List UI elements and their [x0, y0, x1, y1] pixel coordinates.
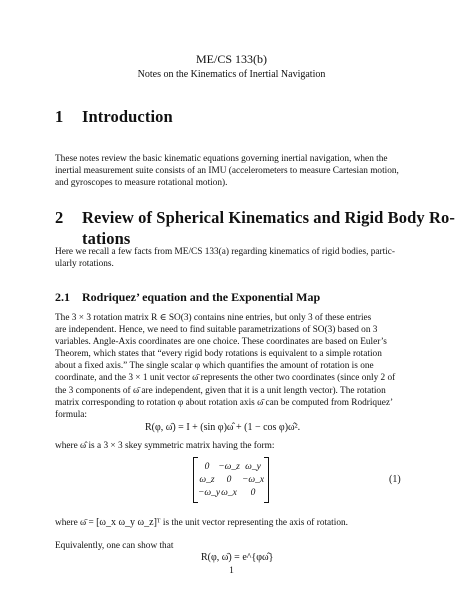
- paragraph-line: The 3 × 3 rotation matrix R ∈ SO(3) contains nine entries, but only 3 of these entries: [55, 313, 372, 323]
- paragraph-line: about a fixed axis.” The single scalar φ which quantifies the amount of rotation is one: [55, 361, 374, 372]
- paragraph-line: inertial measurement suite consists of an IMU (accelerometers to measure Cartesian motion,: [55, 166, 399, 177]
- paragraph-line: Equivalently, one can show that: [55, 541, 174, 551]
- paragraph-line: coordinate, and the 3 × 1 unit vector ω̄ represents the other two coordinates (since only 2 of: [55, 373, 396, 384]
- paragraph-line: and gyroscopes to measure rotational motion).: [55, 178, 228, 189]
- subsection-title: Rodriquez’ equation and the Exponential Map: [82, 290, 321, 304]
- exponential-map-equation: R(φ, ω̄) = e^{φω̂}: [201, 552, 274, 563]
- paragraph-line: matrix corresponding to rotation φ about rotation axis ω̄ can be computed from Rodriquez’: [55, 397, 394, 408]
- paragraph-line: the 3 components of ω̄ are independent, given that it is a unit length vector). The rotation: [55, 385, 386, 396]
- section-number: 1: [55, 107, 64, 126]
- review-paragraph: [55, 246, 407, 270]
- axis-vector: [ω_x ω_y ω_z]ᵀ: [96, 517, 161, 528]
- paragraph-line: where ω̂ is a 3 × 3 skey symmetric matrix having the form:: [55, 441, 275, 451]
- section-1-heading: [55, 107, 173, 127]
- matrix-cell: −ω_x: [242, 475, 265, 485]
- equation-number: (1): [389, 474, 401, 485]
- vector-prefix: where ω̄ =: [55, 518, 94, 528]
- paragraph-line: Here we recall a few facts from ME/CS 133(a) regarding kinematics of rigid bodies, partic-: [55, 247, 395, 257]
- page-number: 1: [229, 566, 234, 576]
- equivalently-text: [55, 540, 407, 552]
- document-title: ME/CS 133(b): [195, 52, 267, 66]
- paragraph-line: These notes review the basic kinematic equations governing inertial navigation, when the: [55, 154, 388, 164]
- rodriquez-paragraph: [55, 312, 407, 421]
- matrix-cell: ω_x: [221, 488, 237, 498]
- skew-symmetric-matrix: [193, 457, 269, 503]
- hat-definition-text: [55, 440, 407, 452]
- section-title-line-1: Review of Spherical Kinematics and Rigid Body Ro-: [82, 208, 455, 227]
- document-subtitle: Notes on the Kinematics of Inertial Navigation: [137, 69, 326, 80]
- paragraph-line: Theorem, which states that “every rigid body rotations is equivalent to a simple rotation: [55, 349, 382, 360]
- matrix-cell: −ω_z: [218, 462, 240, 472]
- paragraph-line: are independent. Hence, we need to find suitable parametrizations of SO(3) based on 3: [55, 325, 378, 336]
- section-title: Introduction: [82, 107, 173, 126]
- section-2-heading: [55, 207, 455, 249]
- matrix-cell: 0: [204, 462, 210, 472]
- vector-suffix: is the unit vector representing the axis of rotation.: [162, 518, 348, 528]
- matrix-cell: 0: [226, 475, 232, 485]
- vector-definition-text: [55, 517, 415, 529]
- matrix-grid: [198, 461, 264, 500]
- matrix-cell: ω_y: [245, 462, 261, 472]
- intro-paragraph: [55, 153, 407, 189]
- paragraph-line: ularly rotations.: [55, 259, 114, 270]
- matrix-right-bracket: [264, 457, 269, 503]
- matrix-cell: 0: [250, 488, 256, 498]
- section-number: 2: [55, 208, 64, 227]
- matrix-cell: −ω_y: [198, 488, 221, 498]
- paragraph-line: formula:: [55, 409, 88, 420]
- subsection-2-1-heading: [55, 290, 320, 305]
- rodriquez-equation: R(φ, ω̄) = I + (sin φ)ω̂ + (1 − cos φ)ω̂².: [145, 422, 301, 433]
- paragraph-line: variables. Angle-Axis coordinates are one choice. These coordinates are based on Euler’s: [55, 337, 387, 348]
- matrix-cell: ω_z: [199, 475, 215, 485]
- section-title-line-2: tations: [82, 229, 131, 248]
- subsection-number: 2.1: [55, 290, 70, 304]
